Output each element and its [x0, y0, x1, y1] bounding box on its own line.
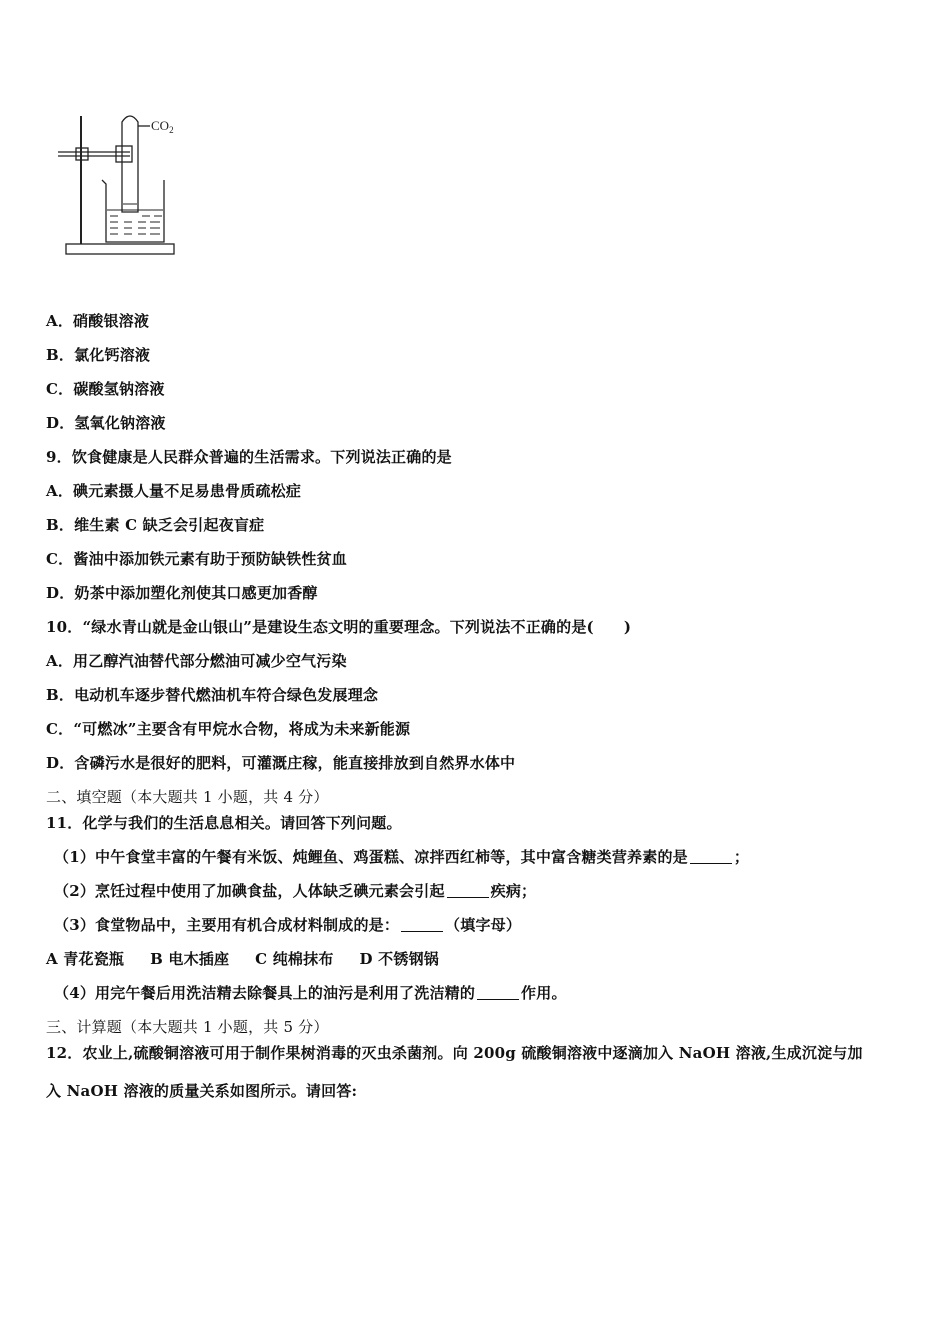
choice-b: B 电木插座 — [150, 950, 230, 968]
q8-option-d: D．氢氧化钠溶液 — [46, 414, 166, 432]
answer-blank[interactable] — [447, 883, 489, 898]
q8-option-a: A．硝酸银溶液 — [46, 312, 150, 330]
q9-stem: 9．饮食健康是人民群众普遍的生活需求。下列说法正确的是 — [46, 448, 452, 466]
stand-base — [66, 244, 174, 254]
q12-line-2: 入 NaOH 溶液的质量关系如图所示。请回答: — [46, 1082, 358, 1100]
q9-option-b: B．维生素 C 缺乏会引起夜盲症 — [46, 516, 265, 534]
q10-option-c: C．“可燃冰”主要含有甲烷水合物，将成为未来新能源 — [46, 720, 411, 738]
choice-c: C 纯棉抹布 — [255, 950, 334, 968]
q11-part-1: （1）中午食堂丰富的午餐有米饭、炖鲤鱼、鸡蛋糕、凉拌西红柿等，其中富含糖类营养素的是 ； — [54, 848, 750, 866]
q12-line-1: 12．农业上,硫酸铜溶液可用于制作果树消毒的灭虫杀菌剂。向 200g 硫酸铜溶液中逐滴加入 NaOH 溶液,生成沉淀与加 — [46, 1044, 863, 1062]
co2-label: $CO_2$ — [151, 118, 174, 135]
q11-stem: 11．化学与我们的生活息息相关。请回答下列问题。 — [46, 814, 402, 832]
q11-part-4: （4）用完午餐后用洗洁精去除餐具上的油污是利用了洗洁精的 作用。 — [54, 984, 567, 1002]
q10-option-b: B．电动机车逐步替代燃油机车符合绿色发展理念 — [46, 686, 379, 704]
q9-option-a: A．碘元素摄人量不足易患骨质疏松症 — [46, 482, 302, 500]
choice-a: A 青花瓷瓶 — [46, 950, 125, 968]
q10-option-a: A．用乙醇汽油替代部分燃油可减少空气污染 — [46, 652, 347, 670]
q11-part-3: （3）食堂物品中，主要用有机合成材料制成的是： （填字母） — [54, 916, 522, 934]
test-tube — [122, 116, 138, 212]
answer-blank[interactable] — [401, 917, 443, 932]
q9-option-c: C．酱油中添加铁元素有助于预防缺铁性贫血 — [46, 550, 347, 568]
q8-option-c: C．碳酸氢钠溶液 — [46, 380, 165, 398]
q8-option-b: B．氯化钙溶液 — [46, 346, 151, 364]
choice-d: D 不锈钢锅 — [359, 950, 439, 968]
q11-part-2: （2）烹饪过程中使用了加碘食盐，人体缺乏碘元素会引起 疾病； — [54, 882, 537, 900]
q9-option-d: D．奶茶中添加塑化剂使其口感更加香醇 — [46, 584, 318, 602]
answer-blank[interactable] — [477, 985, 519, 1000]
q11-choices — [46, 949, 439, 969]
q10-option-d: D．含磷污水是很好的肥料，可灌溉庄稼，能直接排放到自然界水体中 — [46, 754, 516, 772]
q10-stem: 10．“绿水青山就是金山银山”是建设生态文明的重要理念。下列说法不正确的是( ) — [46, 618, 632, 636]
apparatus-figure — [50, 108, 190, 264]
beaker — [102, 180, 164, 242]
answer-blank[interactable] — [690, 849, 732, 864]
section-2-heading: 二、填空题（本大题共 1 小题，共 4 分） — [46, 788, 329, 806]
section-3-heading: 三、计算题（本大题共 1 小题，共 5 分） — [46, 1018, 329, 1036]
